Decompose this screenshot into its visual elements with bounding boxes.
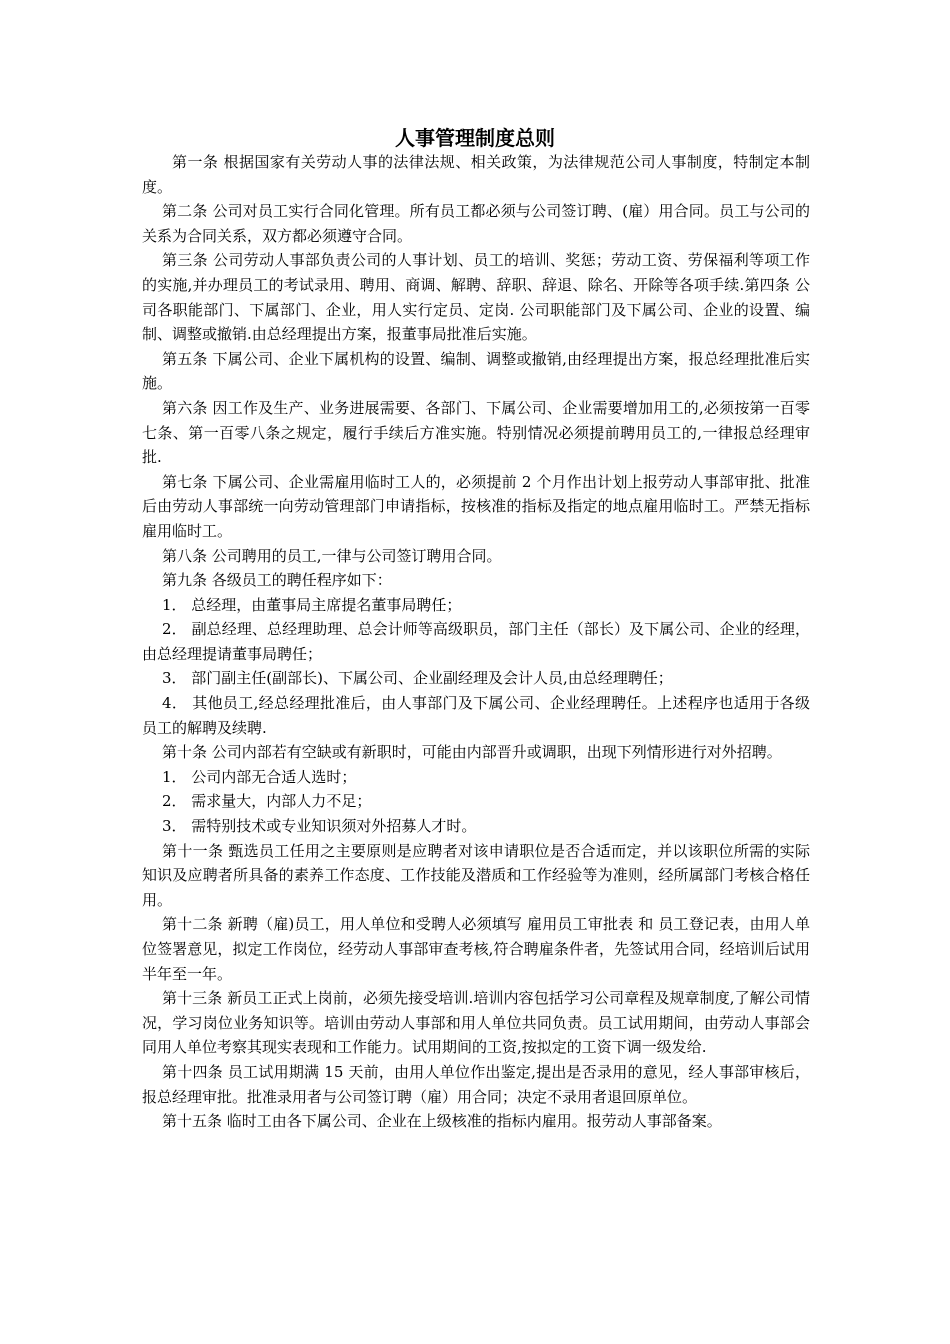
list-item: 2． 副总经理、总经理助理、总会计师等高级职员，部门主任（部长）及下属公司、企业的经理，由总经理提请董事局聘任； [142, 620, 810, 663]
paragraph: 第九条 各级员工的聘任程序如下： [162, 571, 392, 590]
list-item: 4． 其他员工,经总经理批准后，由人事部门及下属公司、企业经理聘任。上述程序也适用于各级员工的解聘及续聘. [142, 694, 810, 737]
paragraph: 第一条 根据国家有关劳动人事的法律法规、相关政策，为法律规范公司人事制度，特制定本制度。 [142, 153, 810, 196]
paragraph: 第六条 因工作及生产、业务进展需要、各部门、下属公司、企业需要增加用工的,必须按第一百零七条、第一百零八条之规定，履行手续后方准实施。特别情况必须提前聘用员工的,一律报总经理审批. [142, 398, 810, 467]
paragraph: 第八条 公司聘用的员工,一律与公司签订聘用合同。 [162, 546, 502, 565]
paragraph: 第十二条 新聘（雇)员工，用人单位和受聘人必须填写 雇用员工审批表 和 员工登记表，由用人单位签署意见，拟定工作岗位，经劳动人事部审查考核,符合聘雇条件者，先签试用合同，经培训后试用半年至一年。 [142, 915, 810, 983]
paragraph: 第十条 公司内部若有空缺或有新职时，可能由内部晋升或调职，出现下列情形进行对外招聘。 [162, 743, 782, 762]
paragraph: 第十三条 新员工正式上岗前，必须先接受培训.培训内容包括学习公司章程及规章制度,了解公司情况，学习岗位业务知识等。培训由劳动人事部和用人单位共同负责。员工试用期间，由劳动人事部会同用人单位考察其现实表现和工作能力。试用期间的工资,按拟定的工资下调一级发给. [142, 989, 810, 1057]
paragraph: 第七条 下属公司、企业需雇用临时工人的，必须提前 2 个月作出计划上报劳动人事部审批、批准后由劳动人事部统一向劳动管理部门申请指标，按核准的指标及指定的地点雇用临时工。严禁无指标雇用临时工。 [142, 472, 810, 540]
document-title: 人事管理制度总则 [395, 126, 555, 150]
list-item: 2． 需求量大，内部人力不足； [162, 792, 372, 811]
paragraph: 第二条 公司对员工实行合同化管理。所有员工都必须与公司签订聘、(雇）用合同。员工与公司的关系为合同关系，双方都必须遵守合同。 [142, 202, 810, 245]
paragraph: 第三条 公司劳动人事部负责公司的人事计划、员工的培训、奖惩；劳动工资、劳保福利等项工作的实施,并办理员工的考试录用、聘用、商调、解聘、辞职、辞退、除名、开除等各项手续.第四条 公司各职能部门、下属部门、企业，用人实行定员、定岗. 公司职能部门及下属公司、企业的设置、编制、调整或撤销.由总经理提出方案，报董事局批准后实施。 [142, 251, 810, 344]
paragraph: 第十一条 甄选员工任用之主要原则是应聘者对该申请职位是否合适而定，并以该职位所需的实际知识及应聘者所具备的素养工作态度、工作技能及潜质和工作经验等为准则，经所属部门考核合格任用。 [142, 841, 810, 909]
paragraph: 第十五条 临时工由各下属公司、企业在上级核准的指标内雇用。报劳动人事部备案。 [162, 1112, 722, 1131]
list-item: 3． 需特别技术或专业知识须对外招募人才时。 [162, 817, 477, 836]
paragraph: 第五条 下属公司、企业下属机构的设置、编制、调整或撤销,由经理提出方案，报总经理批准后实施。 [142, 349, 810, 393]
list-item: 1． 总经理，由董事局主席提名董事局聘任； [162, 595, 462, 614]
list-item: 1． 公司内部无合适人选时； [162, 767, 357, 786]
paragraph: 第十四条 员工试用期满 15 天前，由用人单位作出鉴定,提出是否录用的意见，经人事部审核后，报总经理审批。批准录用者与公司签订聘（雇）用合同；决定不录用者退回原单位。 [142, 1062, 810, 1106]
list-item: 3． 部门副主任(副部长)、下属公司、企业副经理及会计人员,由总经理聘任； [162, 669, 673, 688]
document-body [142, 150, 810, 1134]
